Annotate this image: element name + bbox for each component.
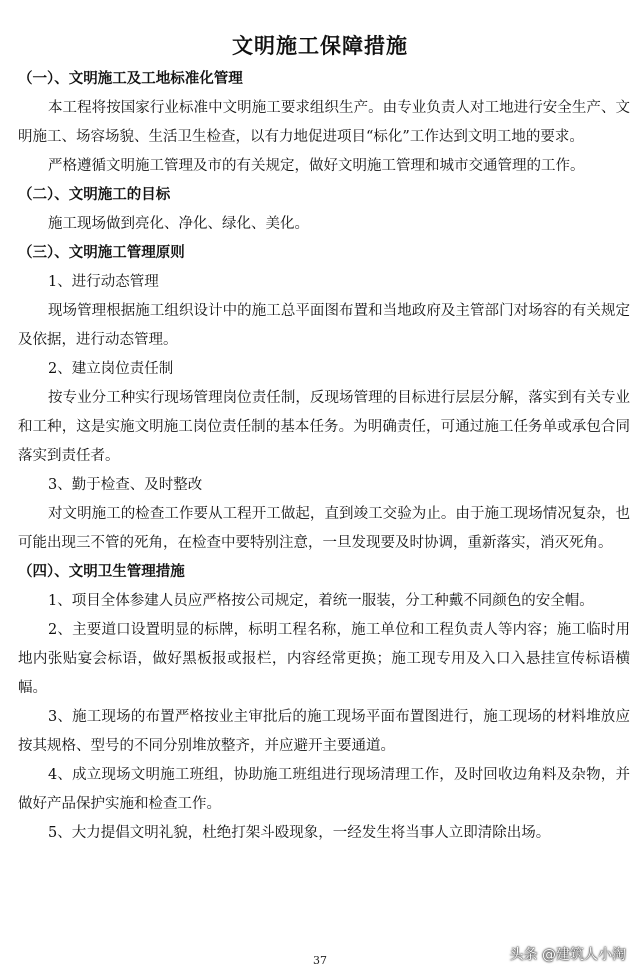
section-heading: （一）、文明施工及工地标准化管理 (18, 71, 243, 87)
list-item: 3、施工现场的布置严格按业主审批后的施工现场平面布置图进行，施工现场的材料堆放应按其规格、型号的不同分别堆放整齐，并应避开主要通道。 (18, 709, 630, 754)
paragraph: 本工程将按国家行业标准中文明施工要求组织生产。由专业负责人对工地进行安全生产、文明施工、场容场貌、生活卫生检查，以有力地促进项目“标化”工作达到文明工地的要求。 (18, 100, 630, 145)
paragraph: 严格遵循文明施工管理及市的有关规定，做好文明施工管理和城市交通管理的工作。 (48, 158, 585, 174)
section-heading: （二）、文明施工的目标 (18, 187, 171, 203)
document-body (18, 65, 630, 848)
list-item: 2、主要道口设置明显的标牌，标明工程名称，施工单位和工程负责人等内容；施工临时用地内张贴宴会标语，做好黑板报或报栏，内容经常更换；施工现专用及入口入悬挂宣传标语横幅。 (18, 622, 630, 696)
section-heading: （三）、文明施工管理原则 (18, 245, 185, 261)
paragraph: 施工现场做到亮化、净化、绿化、美化。 (48, 216, 309, 232)
list-item: 5、大力提倡文明礼貌，杜绝打架斗殴现象，一经发生将当事人立即清除出场。 (48, 825, 551, 841)
subsection-title: 1、进行动态管理 (48, 274, 159, 290)
paragraph: 按专业分工种实行现场管理岗位责任制，反现场管理的目标进行层层分解，落实到有关专业和工种，这是实施文明施工岗位责任制的基本任务。为明确责任，可通过施工任务单或承包合同落实到责任者。 (18, 390, 630, 464)
list-item: 4、成立现场文明施工班组，协助施工班组进行现场清理工作，及时回收边角料及杂物，并做好产品保护实施和检查工作。 (18, 767, 630, 812)
watermark: 头条 @建筑人小淘 (509, 947, 626, 963)
paragraph: 现场管理根据施工组织设计中的施工总平面图布置和当地政府及主管部门对场容的有关规定及依据，进行动态管理。 (18, 303, 630, 348)
list-item: 1、项目全体参建人员应严格按公司规定，着统一服装，分工种戴不同颜色的安全帽。 (48, 593, 594, 609)
subsection-title: 2、建立岗位责任制 (48, 361, 174, 377)
page-number: 37 (313, 954, 327, 967)
document-title: 文明施工保障措施 (232, 34, 408, 58)
subsection-title: 3、勤于检查、及时整改 (48, 477, 203, 493)
section-heading: （四）、文明卫生管理措施 (18, 564, 185, 580)
paragraph: 对文明施工的检查工作要从工程开工做起，直到竣工交验为止。由于施工现场情况复杂，也可能出现三不管的死角，在检查中要特别注意，一旦发现要及时协调，重新落实，消灭死角。 (18, 506, 630, 551)
